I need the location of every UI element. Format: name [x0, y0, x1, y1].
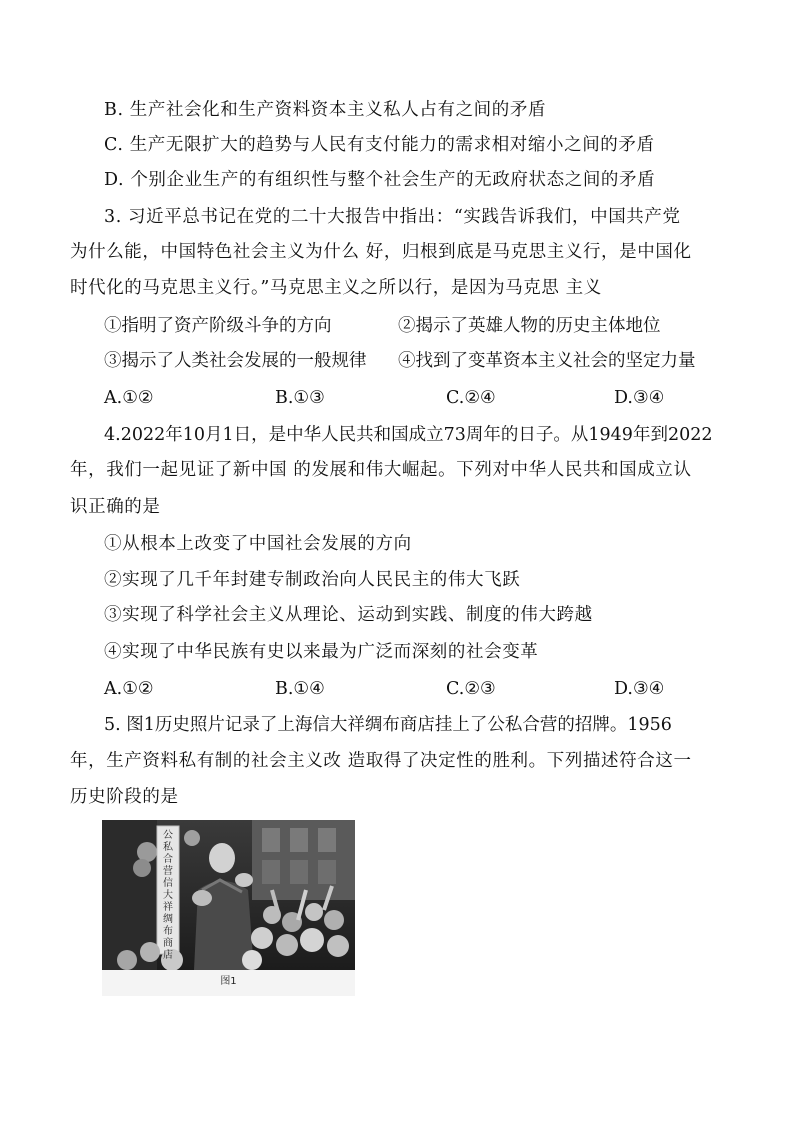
q3-choice-b: B.①③	[275, 388, 325, 408]
q3-statements-row-2	[0, 343, 793, 379]
q5-stem-line-2: 年，生产资料私有制的社会主义改 造取得了决定性的胜利。下列描述符合这一	[70, 751, 692, 771]
figure-caption: 图1	[220, 976, 237, 987]
q4-choice-d: D.③④	[614, 679, 665, 699]
q3-statement-2: ②揭示了英雄人物的历史主体地位	[398, 316, 661, 336]
q3-choice-a: A.①②	[104, 388, 154, 408]
q4-stem-line-3: 识正确的是	[70, 497, 161, 517]
q3-stem-line-1: 3. 习近平总书记在党的二十大报告中指出：“实践告诉我们，中国共产党	[104, 207, 681, 227]
q3-statements-row-1	[0, 308, 793, 344]
q2-option-b: B. 生产社会化和生产资料资本主义私人占有之间的矛盾	[104, 100, 547, 120]
q4-stem-line-2: 年，我们一起见证了新中国 的发展和伟大崛起。下列对中华人民共和国成立认	[70, 460, 692, 480]
q2-option-d: D. 个别企业生产的有组织性与整个社会生产的无政府状态之间的矛盾	[104, 170, 656, 190]
q4-statement-4: ④实现了中华民族有史以来最为广泛而深刻的社会变革	[104, 642, 539, 662]
q5-stem-line-3: 历史阶段的是	[70, 787, 179, 807]
q4-statement-3: ③实现了科学社会主义从理论、运动到实践、制度的伟大跨越	[104, 605, 593, 625]
q2-option-c: C. 生产无限扩大的趋势与人民有支付能力的需求相对缩小之间的矛盾	[104, 135, 655, 155]
q3-statement-3: ③揭示了人类社会发展的一般规律	[104, 351, 367, 371]
q4-choice-a: A.①②	[104, 679, 154, 699]
q4-stem-line-1: 4.2022年10月1日，是中华人民共和国成立73周年的日子。从1949年到2022	[104, 425, 713, 445]
banner-text: 公私合营信大祥绸布商店	[163, 830, 173, 961]
q3-choices	[0, 380, 793, 416]
q4-statement-2: ②实现了几千年封建专制政治向人民民主的伟大飞跃	[104, 570, 521, 590]
q4-choices	[0, 671, 793, 707]
q4-statement-1: ①从根本上改变了中国社会发展的方向	[104, 534, 412, 554]
q3-choice-c: C.②④	[446, 388, 496, 408]
q3-statement-1: ①指明了资产阶级斗争的方向	[104, 316, 332, 336]
historical-photo-drawing	[102, 820, 355, 970]
figure-1	[102, 820, 355, 996]
q4-choice-b: B.①④	[275, 679, 325, 699]
q4-choice-c: C.②③	[446, 679, 496, 699]
q5-stem-line-1: 5. 图1历史照片记录了上海信大祥绸布商店挂上了公私合营的招牌。1956	[104, 715, 672, 735]
historical-photo	[102, 820, 355, 970]
q3-statement-4: ④找到了变革资本主义社会的坚定力量	[398, 351, 696, 371]
q3-choice-d: D.③④	[614, 388, 665, 408]
q3-stem-line-2: 为什么能，中国特色社会主义为什么 好，归根到底是马克思主义行，是中国化	[70, 242, 692, 262]
q3-stem-line-3: 时代化的马克思主义行。”马克思主义之所以行，是因为马克思 主义	[70, 278, 602, 298]
